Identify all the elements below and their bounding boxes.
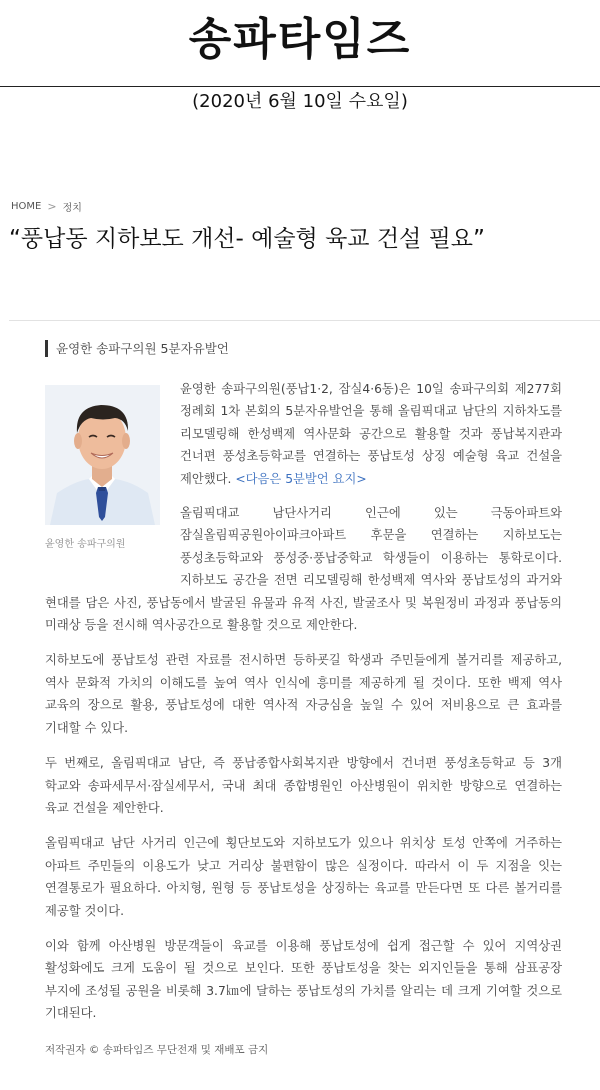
breadcrumb-home-link[interactable]: HOME xyxy=(11,201,42,212)
article-paragraph: 지하보도에 풍납토성 관련 자료를 전시하면 등하굣길 학생과 주민들에게 볼거리를 제공하고, 역사 문화적 가치의 이해도를 높여 역사 인식에 흥미를 제공하게 될 것이다. 또한 백제 역사 교육의 장으로 활용, 풍납토성에 대한 역사적 자긍심을 높일 수 있어 저비용으로 큰 효과를 기대할 수 있다. xyxy=(45,653,562,735)
article-paragraph: 올림픽대교 남단사거리 인근에 있는 극동아파트와 잠실올림픽공원아이파크아파트 후문을 연결하는 지하보도는 풍성초등학교와 풍성중·풍납중학교 학생들이 이용하는 통학로이다. 지하보도 공간을 전면 리모델링해 한성백제 역사와 풍납토성의 과거와 현대를 담은 사진, 풍납동에서 발굴된 유물과 유적 사진, 발굴조사 및 복원정비 과정과 풍납동의 미래상 등을 전시해 역사공간으로 활용할 것으로 제안한다. xyxy=(45,506,562,633)
divider xyxy=(9,320,600,321)
publication-date: (2020년 6월 10일 수요일) xyxy=(192,91,408,112)
article-headline: “풍납동 지하보도 개선- 예술형 육교 건설 필요” xyxy=(9,226,485,252)
chevron-right-icon: > xyxy=(47,200,57,213)
masthead xyxy=(0,0,600,87)
article-paragraph: 이와 함께 아산병원 방문객들이 육교를 이용해 풍납토성에 쉽게 접근할 수 있어 지역상권 활성화에도 크게 도움이 될 것으로 보인다. 또한 풍납토성을 찾는 외지인들을 통해 삼표공장 부지에 조성될 공원을 비롯해 3.7㎞에 달하는 풍납토성의 가치를 알리는 데 크게 기여할 것으로 기대된다. xyxy=(45,938,562,1021)
article-paragraph: 올림픽대교 남단 사거리 인근에 횡단보도와 지하보도가 있으나 위치상 토성 안쪽에 거주하는 아파트 주민들의 이용도가 낮고 거리상 불편함이 많은 실정이다. 따라서 이 두 지점을 잇는 연결통로가 필요하다. 아치형, 원형 등 풍납토성을 상징하는 육교를 만든다면 또 다른 볼거리를 제공할 것이다. xyxy=(45,836,562,918)
article-subheadline: 윤영한 송파구의원 5분자유발언 xyxy=(45,340,229,357)
speech-summary-link[interactable]: <다음은 5분발언 요지> xyxy=(235,471,367,486)
copyright-notice: 저작권자 © 송파타임즈 무단전재 및 재배포 금지 xyxy=(45,1044,269,1056)
article-body xyxy=(45,378,562,1038)
breadcrumb xyxy=(11,199,82,214)
photo-caption: 윤영한 송파구의원 xyxy=(45,539,126,550)
newspaper-logo[interactable]: 송파타임즈 xyxy=(188,14,412,65)
breadcrumb-section-link[interactable]: 정치 xyxy=(62,203,82,214)
lead-text: 윤영한 송파구의원(풍납1·2, 잠실4·6동)은 10일 송파구의회 제277회 정례회 1차 본회의 5분자유발언을 통해 올림픽대교 남단의 지하차도를 리모델링해 한성백제 역사문화 공간으로 활용할 것과 풍납복지관과 건너편 풍성초등학교를 연결하는 풍납토성 상징 예술형 육교 건설을 제안했다. xyxy=(180,382,562,486)
article-paragraph: 두 번째로, 올림픽대교 남단, 즉 풍납종합사회복지관 방향에서 건너편 풍성초등학교 등 3개 학교와 송파세무서·잠실세무서, 국내 최대 종합병원인 아산병원이 위치한 방향으로 연결하는 육교 건설을 제안한다. xyxy=(45,756,562,815)
